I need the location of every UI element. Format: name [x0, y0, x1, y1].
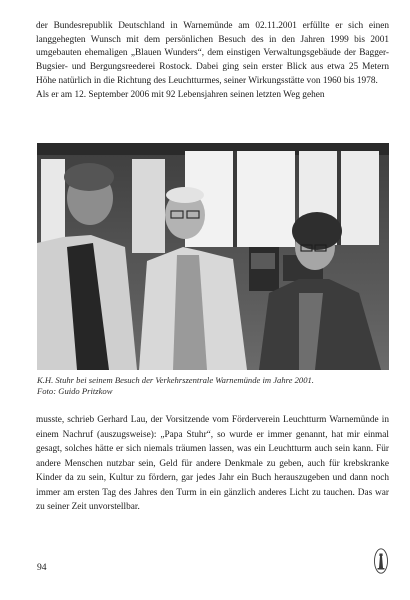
photo-caption	[37, 375, 389, 398]
lighthouse-icon	[374, 548, 388, 574]
photograph-three-people	[37, 143, 389, 370]
page-number: 94	[37, 562, 47, 573]
paragraph-2: Als er am 12. September 2006 mit 92 Lebensjahren seinen letzten Weg gehen	[36, 89, 325, 100]
photo-credit: Foto: Guido Pritzkow	[37, 386, 113, 397]
body-text-top	[36, 20, 389, 102]
body-text-bottom	[36, 413, 389, 515]
caption-text: K.H. Stuhr bei seinem Besuch der Verkehrszentrale Warnemünde im Jahre 2001.	[37, 375, 314, 385]
photo-image	[37, 143, 389, 370]
paragraph-1: der Bundesrepublik Deutschland in Warnemünde am 02.11.2001 erfüllte er sich einen langgehegten Wunsch mit dem persönlichen Besuch des in den Jahren 1999 bis 2001 umgebauten ehemaligen „Blauen Wunders“, dem einstigen Verwaltungsgebäude der Bagger- Bugsier- und Bergungsreederei Rostock. Dabei ging sein erster Blick aus etwa 25 Metern Höhe natürlich in die Richtung des Leuchtturmes, seiner Wirkungsstätte von 1960 bis 1978.	[36, 21, 389, 86]
paragraph-3: musste, schrieb Gerhard Lau, der Vorsitzende vom Förderverein Leuchtturm Warnemünde in einem Nachruf (auszugsweise): „Papa Stuhr“, so wurde er immer genannt, hat mir einmal gesagt, solches hätte er sich niemals träumen lassen, was ein Leuchtturm auch sein kann. Für andere Menschen nutzbar sein, Geld für andere Denkmale zu geben, auch für krebskranke Kinder da zu sein, Kultur zu fördern, gar jedes Jahr ein Buch herauszugeben und dann noch immer am ersten Tag des Jahres den Turm in ein gänzlich anderes Licht zu tauchen. Das war zu seiner Zeit unvorstellbar.	[36, 415, 389, 512]
